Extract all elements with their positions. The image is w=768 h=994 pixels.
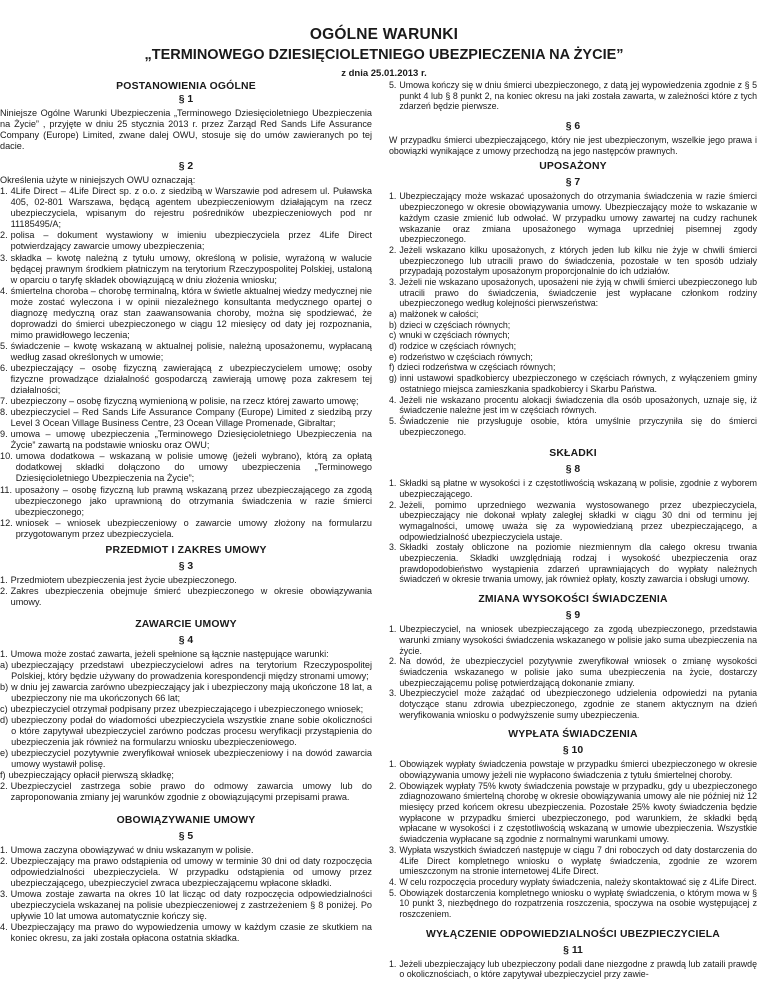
- list-item-text: Obowiązek wypłaty 75% kwoty świadczenia powstaje w przypadku, gdy u ubezpieczonego zdiagnozowano śmiertelną chorobę w okresie obowiązywania umowy ale nie później niż 12 miesięcy przed końcem okresu ubezpieczenia. Pozostałe 25% kwoty świadczenia będzie wypłacone w przypadku śmierci ubezpieczonego, pod warunkiem, że składki będą wpłacane w wysokości i z częstotliwością wskazaną w umowie ubezpieczenia. Wszystkie świadczenia wypłacane są zgodnie z normalnymi warunkami umowy.: [399, 780, 757, 845]
- list-item-text: Umowa kończy się w dniu śmierci ubezpieczonego, z datą jej wypowiedzenia zgodnie z § 5 punkt 4 lub § 8 punkt 2, na koniec okresu na jaki została zawarta, w zależności które z tych zdarzeń będzie pierwsze.: [399, 80, 757, 112]
- list-item-number: 5.: [389, 80, 397, 90]
- list-item: [389, 959, 757, 980]
- list-item: [389, 877, 757, 888]
- paragraph-number: § 5: [178, 830, 194, 842]
- list-item-number: 2.: [389, 656, 397, 667]
- document-date: z dnia 25.01.2013 r.: [341, 68, 427, 79]
- list-item-number: 1.: [0, 574, 8, 585]
- validity-list-continued: [389, 80, 757, 112]
- list-item: [0, 660, 372, 682]
- list-item-number: 1.: [389, 478, 397, 489]
- list-item-text: Ubezpieczyciel może zażądać od ubezpieczonego udzielenia odpowiedzi na pytania dotyczące stanu zdrowia ubezpieczonego, zgodnie ze stanem aktycznym na dzień weryfikowania wniosku o podwyższenie sumy ubezpieczenia.: [399, 688, 757, 720]
- list-item-number: 1.: [0, 648, 8, 659]
- list-item-text: Ubezpieczyciel zastrzega sobie prawo do odmowy zawarcia umowy lub do zaproponowania zmiany jej warunków zgodnie z obowiązującymi przepisami prawa.: [10, 781, 372, 803]
- list-item: [0, 363, 372, 396]
- list-item-text: Świadczenie nie przysługuje osobie, która umyślnie przyczyniła się do śmierci ubezpieczonego.: [399, 415, 757, 437]
- list-item-text: ubezpieczający przedstawi ubezpieczycielowi adres na terytorium Rzeczypospolitej Polskiej, który będzie używany do prowadzenia korespondencji między stronami umowy;: [11, 659, 372, 681]
- list-item-number: 3.: [389, 688, 397, 699]
- list-item-text: Jeżeli ubezpieczający lub ubezpieczony podali dane niezgodne z prawdą lub zataili prawdę o okolicznościach, o które zapytywał ubezpieczyciel przy zawie-: [399, 958, 757, 980]
- paragraph-number: § 4: [178, 634, 194, 646]
- list-item-text: Jeżeli wskazano kilku uposażonych, z których jeden lub kilku nie żyje w chwili śmierci ubezpieczonego lub utracili prawo do świadczenia, pozostałe w ten sposób udziały przypadają pozostałym uposażonym proporcjonalnie do ich udziałów.: [399, 244, 757, 277]
- list-item-number: d): [389, 341, 397, 352]
- list-item-number: c): [0, 704, 8, 715]
- paragraph-number: § 3: [178, 560, 194, 572]
- list-item: [0, 704, 372, 715]
- list-item: [389, 352, 757, 363]
- section-heading: ZMIANA WYSOKOŚCI ŚWIADCZENIA: [478, 594, 668, 606]
- list-item: [0, 781, 372, 803]
- section-heading: SKŁADKI: [549, 448, 597, 460]
- list-item-text: Jeżeli nie wskazano uposażonych, uposażeni nie żyją w chwili śmierci ubezpieczonego lub utracili prawo do świadczenia, świadczenie jest wypłacane członkom rodziny ubezpieczonego według kolejności pierwszeństwa:: [399, 276, 757, 309]
- list-item: [389, 542, 757, 585]
- section-heading: PRZEDMIOT I ZAKRES UMOWY: [105, 544, 267, 556]
- list-item: [0, 451, 372, 484]
- list-item-text: Umowa zostaje zawarta na okres 10 lat licząc od daty rozpoczęcia odpowiedzialności ubezpieczyciela wskazanej na polisie ubezpieczeniowej z zastrzeżeniem § 8 poniżej. Po upływie 10 lat umowa automatycznie kończy się.: [10, 888, 372, 921]
- list-item-number: e): [0, 748, 9, 759]
- list-item-text: w dniu jej zawarcia zarówno ubezpieczający jak i ubezpieczony mają ukończone 18 lat, a ubezpieczony nie ma ukończonych 66 lat;: [11, 682, 372, 704]
- list-item: [0, 856, 372, 889]
- list-item-text: ubezpieczyciel – Red Sands Life Assurance Company (Europe) Limited z siedzibą przy Level 3 Ocean Village Business Centre, 23 Ocean Village Promenade, Gibraltar;: [10, 407, 372, 429]
- list-item-text: dzieci w częściach równych;: [399, 319, 511, 330]
- document-subtitle: „TERMINOWEGO DZIESIĘCIOLETNIEGO UBEZPIECZENIA NA ŻYCIE”: [144, 47, 624, 63]
- list-item: [389, 656, 757, 688]
- list-item: [0, 770, 372, 781]
- paragraph-text: Określenia użyte w niniejszych OWU oznaczają:: [0, 175, 196, 186]
- list-item-text: małżonek w całości;: [399, 309, 479, 319]
- list-item: [0, 286, 372, 341]
- list-item-text: Jeżeli nie wskazano procentu alokacji świadczenia dla osób uposażonych, uznaje się, iż świadczenie należne jest im w częściach równych.: [399, 394, 757, 416]
- list-item-number: 4.: [0, 921, 8, 932]
- list-item: [0, 341, 372, 363]
- list-item-number: 4.: [389, 876, 397, 887]
- paragraph-number: § 9: [565, 610, 581, 622]
- list-item-number: 9.: [0, 429, 8, 440]
- contract-conclusion-list: [0, 649, 372, 804]
- list-item-text: ubezpieczony podał do wiadomości ubezpieczyciela wszystkie znane sobie okoliczności o które zapytywał ubezpieczyciel zarówno podczas procesu weryfikacji przystąpienia do ubezpieczenia jak również na formularzu wniosku ubezpieczeniowego.: [11, 715, 372, 748]
- list-item-text: Zakres ubezpieczenia obejmuje śmierć ubezpieczonego w okresie obowiązywania umowy.: [10, 585, 372, 607]
- premiums-list: [389, 478, 757, 585]
- section-heading: OBOWIĄZYWANIE UMOWY: [116, 814, 256, 826]
- section-heading: POSTANOWIENIA OGÓLNE: [116, 81, 256, 92]
- list-item: [389, 341, 757, 352]
- list-item-number: f): [0, 770, 6, 781]
- list-item-number: a): [389, 309, 397, 319]
- list-item-text: umowa – umowę ubezpieczenia „Terminowego Dziesięcioletniego Ubezpieczenia na Życie” zawartą na podstawie wniosku oraz OWU;: [10, 429, 372, 451]
- paragraph-number: § 8: [565, 464, 581, 476]
- list-item: [0, 485, 372, 518]
- list-item-number: 5.: [0, 340, 8, 351]
- list-item-text: Ubezpieczający może wskazać uposażonych do otrzymania świadczenia w razie śmierci ubezpieczonego w okresie obowiązywania umowy. Ubezpieczający może to wskazanie w każdym czasie zmienić lub odwołać. W przypadku umowy zawartej na cudzy rachunek wskazanie oraz zmiana uposażonego wymaga uprzedniej pisemnej zgody ubezpieczonego.: [399, 191, 757, 245]
- list-item-number: 12.: [0, 517, 13, 528]
- list-item: [0, 715, 372, 748]
- list-item: [0, 396, 372, 407]
- list-item-number: 2.: [389, 499, 397, 510]
- list-item-text: Umowa zaczyna obowiązywać w dniu wskazanym w polisie.: [10, 844, 254, 855]
- right-column: [389, 80, 757, 980]
- list-item-number: c): [389, 330, 397, 341]
- list-item-text: inni ustawowi spadkobiercy ubezpieczonego w częściach równych, z wyłączeniem gminy ostatniego miejsca zamieszkania spadkobiercy i Skarbu Państwa.: [399, 373, 757, 394]
- paragraph-number: § 11: [563, 944, 583, 956]
- paragraph-number: § 6: [565, 121, 581, 133]
- list-item-number: 1.: [389, 759, 397, 770]
- list-item: [389, 888, 757, 920]
- section-heading: WYPŁATA ŚWIADCZENIA: [508, 729, 638, 741]
- list-item: [0, 230, 372, 252]
- list-item-number: 11.: [0, 484, 13, 495]
- list-item-number: 8.: [0, 407, 8, 418]
- list-item: [0, 748, 372, 770]
- paragraph-number: § 10: [562, 745, 584, 757]
- list-item-number: f): [389, 362, 395, 373]
- list-item-text: Na dowód, że ubezpieczyciel pozytywnie zweryfikował wniosek o zmianę wysokości świadczenia wskazanego w polisie jako suma ubezpieczenia na życie, dostarczy ubezpieczającemu polisę potwierdzającą dokonanie zmiany.: [399, 656, 757, 688]
- list-item-number: 10.: [0, 451, 13, 462]
- list-item-number: 3.: [389, 844, 397, 855]
- list-item: [389, 416, 757, 437]
- list-item: [0, 518, 372, 540]
- list-item-number: 3.: [389, 276, 397, 287]
- exclusions-list: [389, 959, 757, 980]
- section-heading: WYŁĄCZENIE ODPOWIEDZIALNOŚCI UBEZPIECZYCIELA: [426, 928, 720, 940]
- list-item: [0, 586, 372, 608]
- list-item-number: 6.: [0, 362, 8, 373]
- list-item-number: 2.: [389, 780, 397, 791]
- paragraph-text: Niniejsze Ogólne Warunki Ubezpieczenia „Terminowego Dziesięcioletniego Ubezpieczenia na Życie” , przyjęte w dniu 25 stycznia 2013 r. przez Zarząd Red Sands Life Assurance Company (Europe) Limited, zwane dalej OWU, stosuje się do umów zawieranych po tej dacie.: [0, 108, 372, 152]
- list-item: [0, 682, 372, 704]
- list-item: [389, 688, 757, 720]
- list-item-number: 1.: [389, 624, 397, 635]
- list-item-text: ubezpieczający – osobę fizyczną zawierającą z ubezpieczycielem umowę; osoby fizyczne prowadzące działalność gospodarczą zawierają umowę poza zakresem tej działalności;: [10, 362, 372, 396]
- list-item-text: dzieci rodzeństwa w częściach równych;: [397, 362, 556, 373]
- list-item-number: 1.: [0, 844, 8, 855]
- paragraph-number: § 2: [178, 161, 194, 173]
- list-item: [389, 781, 757, 845]
- list-item-text: Wypłata wszystkich świadczeń następuje w ciągu 7 dni roboczych od daty dostarczenia do 4Life Direct kompletnego wniosku o wypłatę świadczenia, zgodnie ze wzorem umieszczonym na stronie internetowej 4Life Direct.: [399, 844, 757, 877]
- list-item-number: 5.: [389, 415, 397, 426]
- list-item-text: Ubezpieczający ma prawo do wypowiedzenia umowy w każdym czasie ze skutkiem na koniec okresu, za jaki została opłacona ostatnia składka.: [10, 921, 372, 943]
- list-item: [0, 186, 372, 230]
- list-item-text: Obowiązek wypłaty świadczenia powstaje w przypadku śmierci ubezpieczonego w okresie obowiązywania umowy jeżeli nie wypłacono świadczenia z tytułu śmiertelnej choroby.: [399, 759, 757, 780]
- list-item-number: b): [389, 319, 397, 330]
- list-item: [389, 373, 757, 394]
- list-item-number: 1.: [389, 958, 397, 969]
- list-item: [0, 575, 372, 586]
- list-item-text: rodzice w częściach równych;: [399, 341, 517, 352]
- list-item-text: Ubezpieczyciel, na wniosek ubezpieczającego za zgodą ubezpieczonego, przedstawia warunki zmiany wysokości świadczenia wskazanego w polisie jako suma ubezpieczenia na życie.: [399, 624, 757, 656]
- list-item: [389, 330, 757, 341]
- list-item-text: ubezpieczający opłacił pierwszą składkę;: [8, 770, 174, 781]
- list-item-text: umowa dodatkowa – wskazaną w polisie umowę (jeżeli wybrano), którą za opłatą dodatkowej składki dołączono do umowy ubezpieczenia „Terminowego Dziesięcioletniego Ubezpieczenia na Życie”;: [15, 451, 372, 484]
- list-item-number: 3.: [0, 888, 8, 899]
- list-item: [0, 429, 372, 451]
- list-item: [389, 191, 757, 244]
- list-item-text: uposażony – osobę fizyczną lub prawną wskazaną przez ubezpieczającego za zgodą ubezpieczonego jako uprawnioną do otrzymania świadczenia w razie śmierci ubezpieczonego;: [15, 484, 372, 517]
- beneficiary-list: [389, 191, 757, 437]
- list-item: [0, 922, 372, 944]
- list-item-number: d): [0, 715, 9, 726]
- list-item-number: 4.: [389, 394, 397, 405]
- list-item-number: 2.: [0, 585, 8, 596]
- document-title: OGÓLNE WARUNKI: [309, 26, 459, 43]
- list-item-number: e): [389, 351, 397, 362]
- list-item-text: Obowiązek dostarczenia kompletnego wniosku o wypłatę świadczenia, o którym mowa w § 10 punkt 3, niezbędnego do rozpatrzenia roszczenia, spoczywa na osobie występującej z roszczeniem.: [399, 887, 757, 919]
- list-item-text: wnuki w częściach równych;: [399, 330, 510, 341]
- list-item: [389, 395, 757, 416]
- list-item-text: 4Life Direct – 4Life Direct sp. z o.o. z siedzibą w Warszawie pod adresem ul. Puławska 405, 02-801 Warszawa, będącą agentem ubezpieczeniowym działającym na rzecz ubezpieczyciela, wpisanym do rejestru pośredników ubezpieczeniowych pod nr 11185495/A;: [10, 186, 372, 230]
- list-item-text: świadczenie – kwotę wskazaną w aktualnej polisie, należną uposażonemu, wypłacaną według zasad określonych w umowie;: [10, 340, 372, 362]
- list-item-number: 4.: [0, 285, 8, 296]
- list-item-text: Umowa może zostać zawarta, jeżeli spełnione są łącznie następujące warunki:: [10, 648, 329, 659]
- list-item-text: Przedmiotem ubezpieczenia jest życie ubezpieczonego.: [10, 574, 237, 585]
- list-item-text: Składki zostały obliczone na poziomie niezmiennym dla całego okresu trwania ubezpieczenia. Składki uwzględniają rodzaj i wysokość ubezpieczenia oraz prawdopodobieństwo wystąpienia zdarzeń uprawniających do wypłaty należnych świadczeń w okresie trwania umowy, jak również opłaty, koszty zawarcia i obsługi umowy.: [399, 542, 757, 585]
- definitions-list: [0, 186, 372, 540]
- list-item-text: Składki są płatne w wysokości i z częstotliwością wskazaną w polisie, zgodnie z wyborem ubezpieczającego.: [399, 478, 757, 499]
- list-item-number: b): [0, 682, 9, 693]
- list-item: [389, 845, 757, 877]
- validity-list: [0, 845, 372, 944]
- list-item: [0, 253, 372, 286]
- list-item: [389, 500, 757, 543]
- list-item-number: a): [0, 659, 9, 670]
- list-item-text: Ubezpieczający ma prawo odstąpienia od umowy w terminie 30 dni od daty rozpoczęcia odpowiedzialności ubezpieczyciela. W przypadku odstąpienia od umowy przez ubezpieczającego, ubezpieczyciel zwraca ubezpieczającemu wpłacone składki.: [10, 855, 372, 888]
- list-item-number: g): [389, 373, 397, 384]
- list-item-text: wniosek – wniosek ubezpieczeniowy o zawarcie umowy złożony na formularzu przygotowanym przez ubezpieczyciela.: [15, 517, 372, 539]
- list-item-number: 7.: [0, 396, 8, 407]
- benefit-change-list: [389, 624, 757, 720]
- list-item: [389, 759, 757, 780]
- list-item: [0, 889, 372, 922]
- list-item-number: 2.: [0, 855, 8, 866]
- list-item-text: rodzeństwo w częściach równych;: [399, 351, 533, 362]
- list-item-number: 3.: [389, 542, 397, 553]
- list-item: [389, 624, 757, 656]
- list-item-text: ubezpieczyciel pozytywnie zweryfikował wniosek ubezpieczeniowy i na dowód zawarcia umowy wystawił polisę.: [11, 748, 372, 770]
- list-item-number: 1.: [389, 191, 397, 202]
- list-item-text: składka – kwotę należną z tytułu umowy, określoną w polisie, wyrażoną w walucie będącej prawnym środkiem płatniczym na terytorium Rzeczypospolitej Polskiej, ustaloną w oparciu o taryfę składek obowiązującą w dniu złożenia wniosku;: [10, 252, 372, 285]
- list-item-text: Jeżeli, pomimo uprzedniego wezwania wystosowanego przez ubezpieczyciela, ubezpieczający nie dokonał wpłaty zaległej składki w ciągu 30 dni od terminu jej wymagalności, umowę uważa się za wypowiedzianą przez ubezpieczającego, a odpowiedzialność ubezpieczyciela ustaje.: [399, 499, 757, 542]
- list-item-number: 3.: [0, 252, 8, 263]
- list-item-text: ubezpieczyciel otrzymał podpisany przez ubezpieczającego i ubezpieczonego wniosek;: [10, 704, 364, 715]
- list-item-text: ubezpieczony – osobę fizyczną wymienioną w polisie, na rzecz której zawarto umowę;: [10, 396, 359, 407]
- list-item-number: 2.: [0, 781, 8, 792]
- scope-list: [0, 575, 372, 608]
- list-item: [389, 80, 757, 112]
- list-item-number: 1.: [0, 186, 8, 197]
- list-item: [389, 245, 757, 277]
- paragraph-text: W przypadku śmierci ubezpieczającego, który nie jest ubezpieczonym, wszelkie jego prawa i obowiązki wynikające z umowy przechodzą na jego następców prawnych.: [389, 135, 757, 156]
- list-item-number: 5.: [389, 887, 397, 898]
- paragraph-number: § 7: [565, 177, 581, 189]
- list-item-text: polisa – dokument wystawiony w imieniu ubezpieczyciela przez 4Life Direct potwierdzający zawarcie umowy ubezpieczenia;: [10, 230, 372, 252]
- benefit-payment-list: [389, 759, 757, 919]
- section-heading: ZAWARCIE UMOWY: [135, 618, 237, 630]
- paragraph-number: § 1: [178, 94, 194, 105]
- list-item-text: W celu rozpoczęcia procedury wypłaty świadczenia, należy skontaktować się z 4Life Direct.: [399, 876, 757, 887]
- section-heading: UPOSAŻONY: [539, 161, 607, 173]
- list-item: [389, 362, 757, 373]
- list-item: [0, 407, 372, 429]
- list-item: [0, 649, 372, 660]
- list-item: [389, 478, 757, 499]
- list-item: [389, 320, 757, 331]
- left-column: [0, 80, 372, 944]
- list-item-number: 2.: [0, 230, 8, 241]
- list-item-number: 2.: [389, 244, 397, 255]
- list-item: [0, 845, 372, 856]
- list-item: [389, 309, 757, 320]
- list-item: [389, 277, 757, 309]
- list-item-text: śmiertelna choroba – chorobę terminalną, która w świetle aktualnej wiedzy medycznej nie może zostać wyleczona i w opinii niezależnego konsultanta medycznego opartej o diagnozę medyczną oraz stan zaawansowania choroby, można się spodziewać, że doprowadzi do śmierci ubezpieczonego w ciągu 12 miesięcy od daty jej rozpoznania, mimo prawidłowego leczenia;: [10, 285, 372, 340]
